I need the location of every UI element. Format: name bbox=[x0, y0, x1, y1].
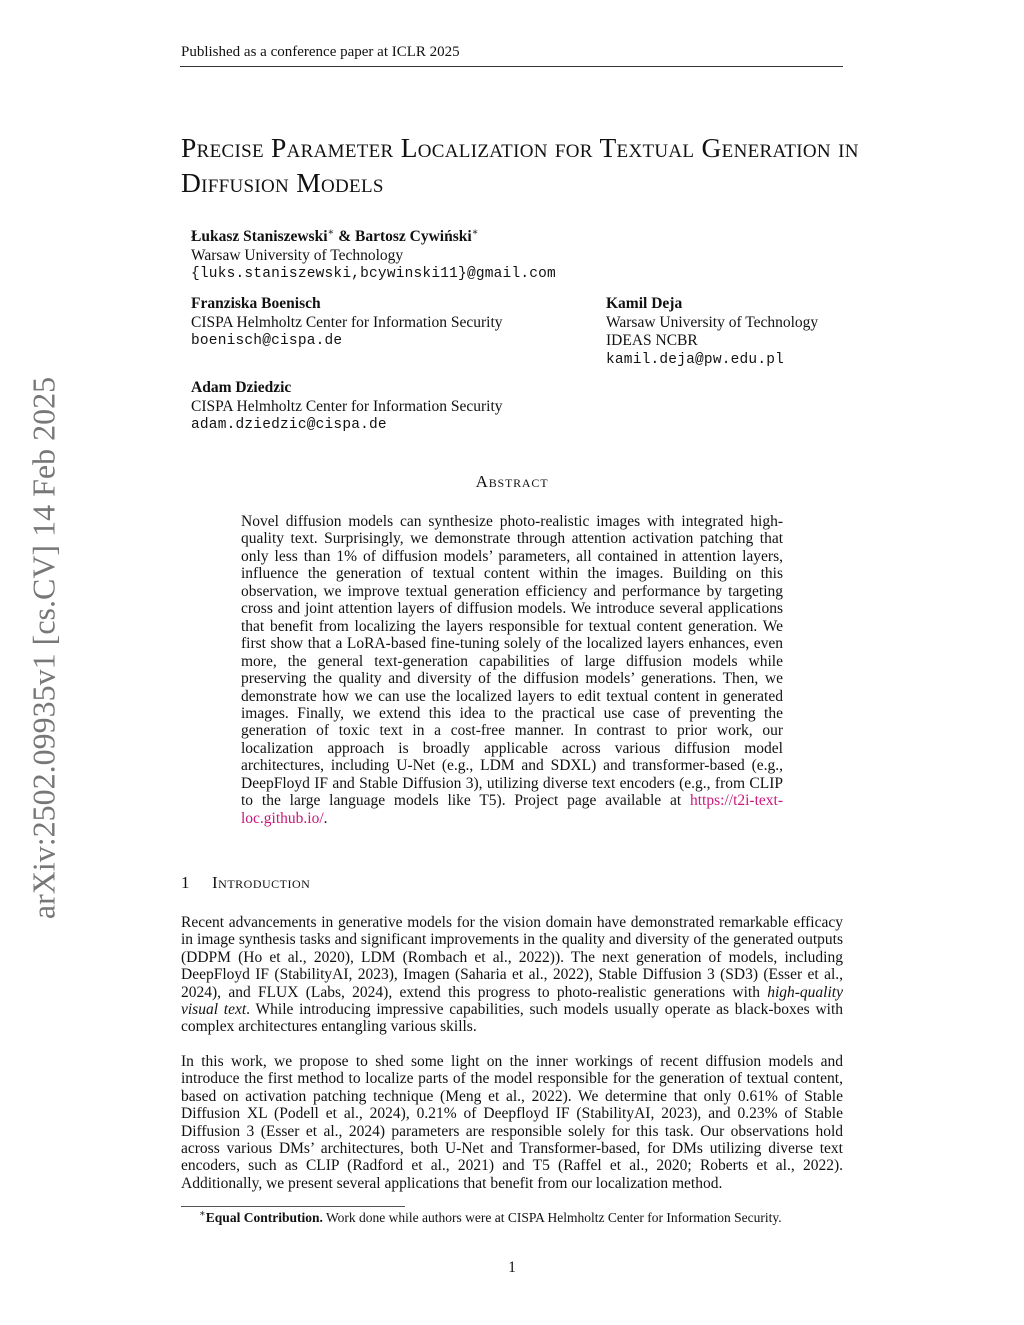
author-block-boenisch bbox=[191, 295, 503, 351]
author-block-dziedzic bbox=[191, 379, 503, 435]
author-name: Łukasz Staniszewski bbox=[191, 228, 328, 245]
author-affiliation: CISPA Helmholtz Center for Information Security bbox=[191, 313, 503, 331]
abstract-tail: . bbox=[323, 809, 328, 827]
project-page-link[interactable]: https://t2i-text-loc.github.io/ bbox=[241, 792, 783, 827]
paragraph-text: . While introducing impressive capabilities, such models usually operate as black-boxes with complex architectures entangling various skills. bbox=[181, 1001, 843, 1036]
footnote-bold: Equal Contribution. bbox=[205, 1210, 323, 1225]
abstract-heading: Abstract bbox=[475, 472, 549, 491]
author-affiliation: CISPA Helmholtz Center for Information Security bbox=[191, 397, 503, 415]
author-affiliation: Warsaw University of Technology bbox=[606, 313, 819, 331]
footnote-rule bbox=[181, 1206, 405, 1207]
author-name: Adam Dziedzic bbox=[191, 379, 292, 396]
author-affiliation: IDEAS NCBR bbox=[606, 332, 698, 349]
author-block-deja bbox=[606, 295, 818, 369]
author-name: Kamil Deja bbox=[606, 295, 683, 312]
footnote-text: Work done while authors were at CISPA Helmholtz Center for Information Security. bbox=[322, 1210, 782, 1225]
intro-paragraph-1 bbox=[181, 914, 843, 1036]
section-heading-introduction bbox=[181, 873, 310, 893]
equal-contribution-mark: ∗ bbox=[471, 226, 479, 238]
paper-title: Precise Parameter Localization for Textual Generation in Diffusion Models bbox=[181, 132, 859, 198]
author-affiliation: Warsaw University of Technology bbox=[191, 246, 404, 264]
author-email: boenisch@cispa.de bbox=[191, 333, 343, 349]
author-names-primary bbox=[191, 228, 556, 247]
emphasis-text: high-quality visual text bbox=[181, 983, 843, 1019]
running-header: Published as a conference paper at ICLR 2025 bbox=[181, 44, 460, 60]
author-block-primary bbox=[191, 228, 556, 284]
header-rule bbox=[180, 66, 843, 67]
section-number: 1 bbox=[181, 873, 190, 892]
section-title: Introduction bbox=[212, 873, 311, 892]
footnote bbox=[199, 1210, 782, 1226]
author-name: Bartosz Cywiński bbox=[355, 228, 472, 245]
abstract-body bbox=[241, 513, 783, 827]
author-email: {luks.staniszewski,bcywinski11}@gmail.com bbox=[191, 266, 556, 282]
equal-contribution-mark: ∗ bbox=[327, 226, 335, 238]
footnote-mark: ∗ bbox=[199, 1208, 206, 1220]
author-email: kamil.deja@pw.edu.pl bbox=[606, 351, 785, 368]
paragraph-text: Recent advancements in generative models for the vision domain have demonstrated remarkable efficacy in image synthesis tasks and significant improvements in the quality and diversity of the generated outputs (DDPM (Ho et al., 2020), LDM (Rombach et al., 2022)). The next generation of models, including DeepFloyd IF (StabilityAI, 2023), Imagen (Saharia et al., 2022), Stable Diffusion 3 (SD3) (Esser et al., 2024), and FLUX (Labs, 2024), extend this progress to photo-realistic generations with bbox=[181, 914, 843, 1001]
author-connector: & bbox=[338, 228, 355, 245]
author-email: adam.dziedzic@cispa.de bbox=[191, 417, 387, 433]
author-name: Franziska Boenisch bbox=[191, 295, 321, 312]
page-number: 1 bbox=[508, 1259, 516, 1276]
abstract-text: Novel diffusion models can synthesize photo-realistic images with integrated high-quality text. Surprisingly, we demonstrate through attention activation patching that only less than 1% of diffusion models’ parameters, all contained in attention layers, influence the generation of textual content within the images. Building on this observation, we improve textual generation efficiency and performance by targeting cross and joint attention layers of diffusion models. We introduce several applications that benefit from localizing the layers responsible for textual content generation. We first show that a LoRA-based fine-tuning solely of the localized layers enhances, even more, the general text-generation capabilities of large diffusion models while preserving the quality and diversity of the diffusion models’ generations. Then, we demonstrate how we can use the localized layers to edit textual content in generated images. Finally, we extend this idea to the practical use case of preventing the generation of toxic text in a cost-free manner. In contrast to prior work, our localization approach is broadly applicable across various diffusion model architectures, including U-Net (e.g., LDM and SDXL) and transformer-based (e.g., DeepFloyd IF and Stable Diffusion 3), utilizing diverse text encoders (e.g., from CLIP to the large language models like T5). Project page available at bbox=[241, 513, 783, 810]
arxiv-identifier: arXiv:2502.09935v1 [cs.CV] 14 Feb 2025 bbox=[25, 376, 62, 920]
intro-paragraph-2: In this work, we propose to shed some light on the inner workings of recent diffusion models and introduce the first method to localize parts of the model responsible for the generation of textual content, based on activation patching technique (Meng et al., 2022). We determine that only 0.61% of Stable Diffusion XL (Podell et al., 2024), 0.21% of Deepfloyd IF (StabilityAI, 2023), and 0.23% of Stable Diffusion 3 (Esser et al., 2024) parameters are responsible solely for this task. Our observations hold across various DMs’ architectures, both U-Net and Transformer-based, for DMs utilizing diverse text encoders, such as CLIP (Radford et al., 2021) and T5 (Raffel et al., 2020; Roberts et al., 2022). Additionally, we present several applications that benefit from our localization method. bbox=[181, 1053, 843, 1192]
